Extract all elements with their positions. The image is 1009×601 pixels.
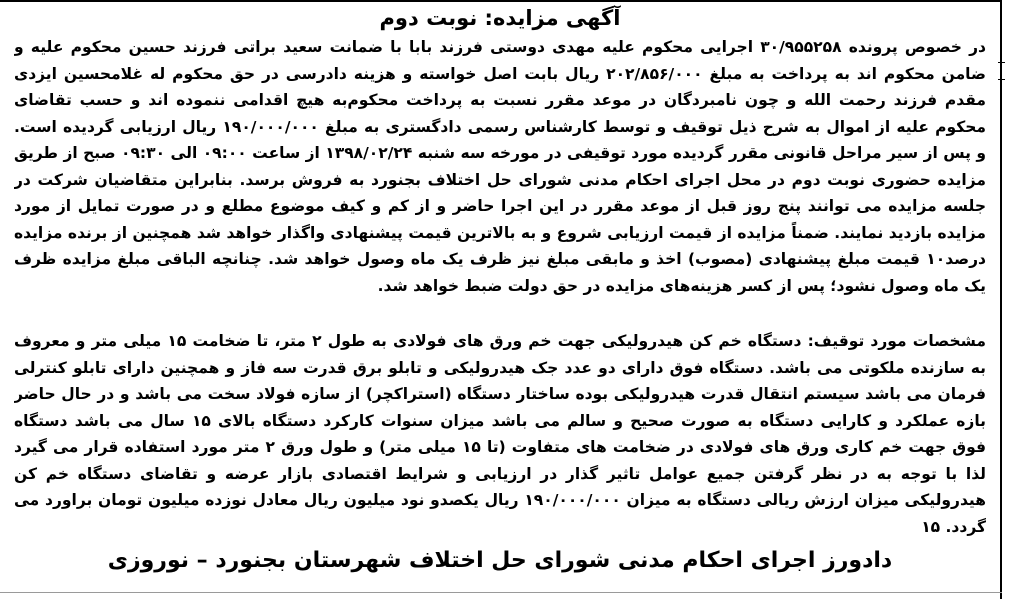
notice-title: آگهی مزایده: نوبت دوم [379,6,621,30]
notice-paragraph-seized-item-specs: مشخصات مورد توقیف: دستگاه خم کن هیدرولیکی جهت خم ورق های فولادی به طول ۲ متر، تا ضخامت ۱۵ میلی متر و معروف به سازنده ملکوتی می باشد. دستگاه فوق دارای دو عدد جک هیدرولیکی و تابلو برق قدرت سه فاز و همچنین دارای تابلو کنترلی فرمان می باشد سیستم انتقال قدرت هیدرولیکی بوده ساختار دستگاه (استراکچر) از سازه فولاد سخت می باشد و در حال حاضر بازه عملکرد و کارایی دستگاه به صورت صحیح و سالم می باشد میزان سنوات کارکرد دستگاه بالای ۱۵ سال می باشد دستگاه فوق جهت خم کاری ورق های فولادی در ضخامت های متفاوت (تا ۱۵ میلی متر) و طول ورق ۲ متر مورد استفاده قرار می گیرد لذا با توجه به در نظر گرفتن جمیع عوامل تاثیر گذار در ارزیابی و شرایط اقتصادی بازار عرضه و تقاضای دستگاه خم کن هیدرولیکی میزان ارزش ریالی دستگاه به میزان ۱۹۰/۰۰۰/۰۰۰ ریال یکصدو نود میلیون ریال معادل نوزده میلیون تومان براورد می گردد. ۱۵ [14,332,986,536]
bottom-divider [0,592,1002,593]
notice-signature: دادورز اجرای احکام مدنی شورای حل اختلاف شهرستان بجنورد – نوروزی [107,548,893,573]
text-cursor-icon [1001,62,1007,80]
notice-paragraph-case-details: در خصوص پرونده ۳۰/۹۵۵۲۵۸ اجرایی محکوم علیه مهدی دوستی فرزند بابا با ضمانت سعید براتی فرزند حسین محکوم علیه و ضامن محکوم اند به پرداخت به مبلغ ۲۰۲/۸۵۶/۰۰۰ ریال بابت اصل خواسته و هزینه دادرسی در حق محکوم له غلامحسین ایزدی مقدم فرزند رحمت الله و چون نامبردگان در موعد مقرر نسبت به پرداخت محکوم‌به هیچ اقدامی ننموده اند و حسب تقاضای محکوم علیه از اموال به شرح ذیل توقیف و توسط کارشناس رسمی دادگستری به مبلغ ۱۹۰/۰۰۰/۰۰۰ ریال ارزیابی گردیده است. و پس از سیر مراحل قانونی مقرر گردیده مورد توقیفی در مورخه سه شنبه ۱۳۹۸/۰۲/۲۴ از ساعت ۰۹:۰۰ الی ۰۹:۳۰ صبح از طریق مزایده حضوری نوبت دوم در محل اجرای احکام مدنی شورای حل اختلاف بجنورد به فروش برسد. بنابراین متقاضیان شرکت در جلسه مزایده می توانند پنج روز قبل از موعد مقرر در این اجرا حاضر و از کم و کیف موضوع مطلع و در صورت تمایل از مورد مزایده بازدید نمایند. ضمناً مزایده از قیمت ارزیابی شروع و به بالاترین قیمت پیشنهادی واگذار خواهد شد همچنین از برنده مزایده درصد۱۰ قیمت مبلغ پیشنهادی (مصوب) اخذ و مابقی مبلغ نیز ظرف یک ماه وصول خواهد شد. چنانچه الباقی مبلغ مزایده ظرف یک ماه وصول نشود؛ پس از کسر هزینه‌های مزایده در حق دولت ضبط خواهد شد. [14,38,986,295]
